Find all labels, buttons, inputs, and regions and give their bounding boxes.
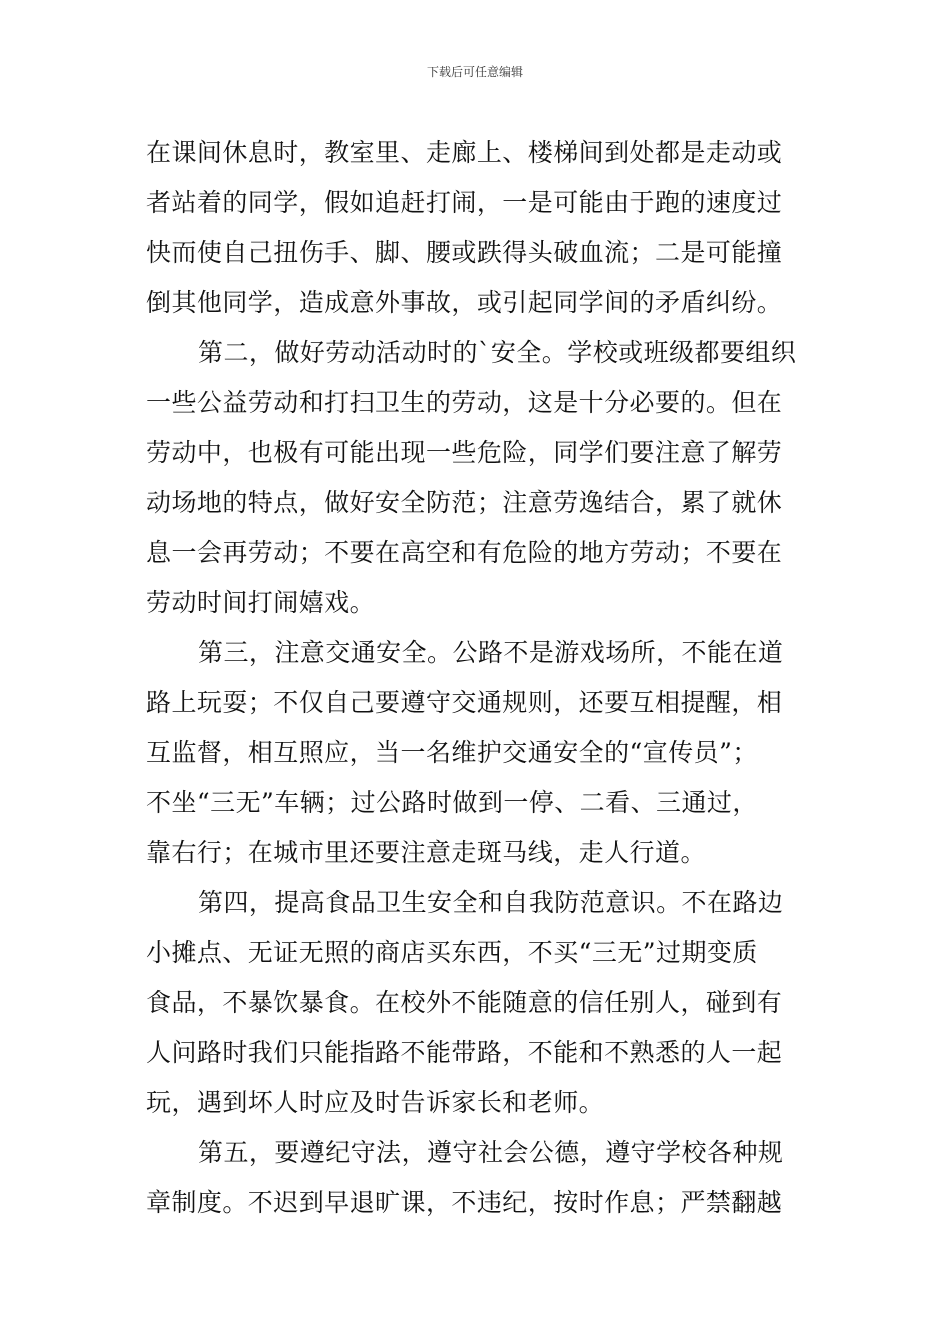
text-line: 一些公益劳动和打扫卫生的劳动，这是十分必要的。但在 [146,388,783,417]
text-line: 倒其他同学，造成意外事故，或引起同学间的矛盾纠纷。 [146,288,783,317]
page-header-note: 下载后可任意编辑 [426,65,523,79]
paragraph-start-line: 第五，要遵纪守法，遵守社会公德，遵守学校各种规 [198,1138,784,1167]
text-line: 动场地的特点，做好安全防范；注意劳逸结合，累了就休 [146,488,783,517]
paragraph-start-line: 第四，提高食品卫生安全和自我防范意识。不在路边 [198,888,784,917]
text-line: 小摊点、无证无照的商店买东西，不买“三无”过期变质 [146,938,758,967]
text-line: 路上玩耍；不仅自己要遵守交通规则，还要互相提醒，相 [146,688,783,717]
paragraph-start-line: 第三，注意交通安全。公路不是游戏场所，不能在道 [198,638,784,667]
document-body [146,128,806,1228]
paragraph-start-line: 第二，做好劳动活动时的`安全。学校或班级都要组织 [198,338,797,367]
text-line: 互监督，相互照应，当一名维护交通安全的“宣传员”； [146,738,758,767]
text-line: 靠右行；在城市里还要注意走斑马线，走人行道。 [146,838,706,867]
text-line: 不坐“三无”车辆；过公路时做到一停、二看、三通过， [146,788,758,817]
text-line: 食品，不暴饮暴食。在校外不能随意的信任别人，碰到有 [146,988,783,1017]
text-line: 人问路时我们只能指路不能带路，不能和不熟悉的人一起 [146,1038,783,1067]
text-line: 劳动时间打闹嬉戏。 [146,588,376,617]
text-line: 劳动中，也极有可能出现一些危险，同学们要注意了解劳 [146,438,783,467]
text-line: 玩，遇到坏人时应及时告诉家长和老师。 [146,1088,605,1117]
text-line: 息一会再劳动；不要在高空和有危险的地方劳动；不要在 [146,538,783,567]
text-line: 快而使自己扭伤手、脚、腰或跌得头破血流；二是可能撞 [146,238,783,267]
text-line: 在课间休息时，教室里、走廊上、楼梯间到处都是走动或 [146,138,783,167]
text-line: 者站着的同学，假如追赶打闹，一是可能由于跑的速度过 [146,188,783,217]
text-line: 章制度。不迟到早退旷课，不违纪，按时作息；严禁翻越 [146,1188,783,1217]
